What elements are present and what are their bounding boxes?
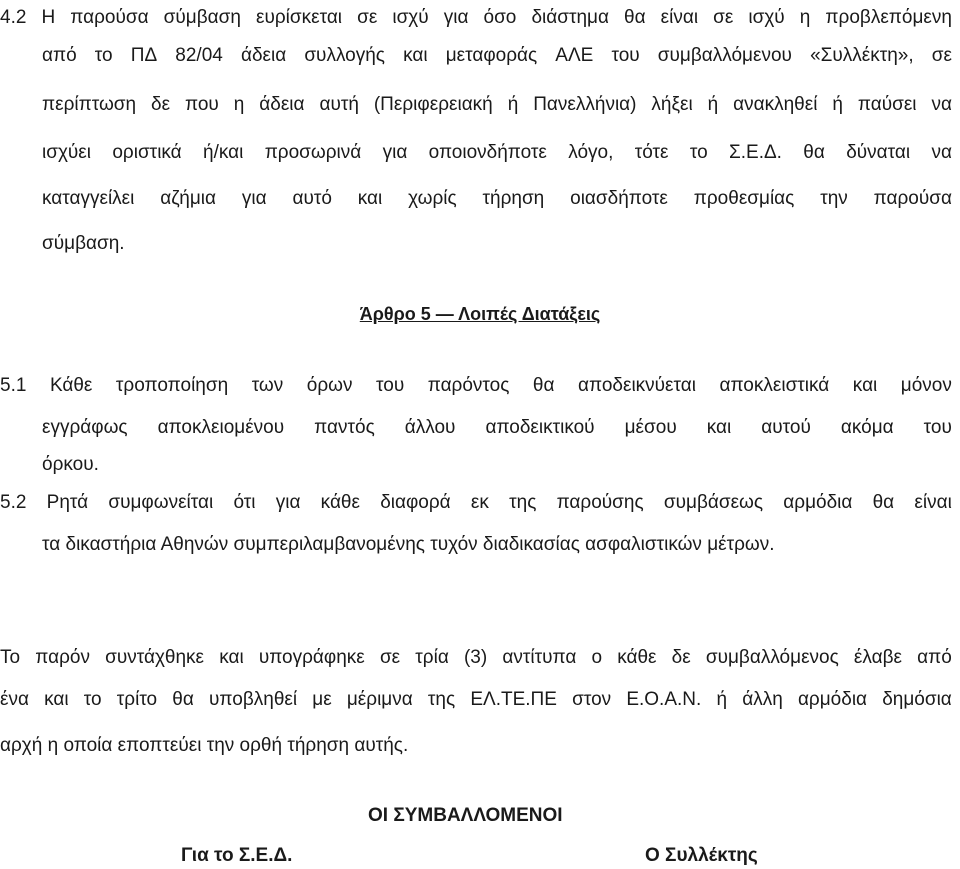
article-5-heading: Άρθρο 5 — Λοιπές Διατάξεις [359,304,601,324]
word: η [799,7,811,28]
word: Πανελλήνια) [533,94,637,115]
word: συμφωνείται [108,492,214,513]
word: θα [172,689,194,710]
clause-5-1-line-2 [42,418,952,437]
word: συντάχθηκε [105,647,205,668]
word: τρία [415,647,449,668]
word: και [219,647,244,668]
word: «Συλλέκτη», [810,45,914,66]
word: διάστημα [531,7,609,28]
word: του [376,375,405,396]
word: σε [357,7,378,28]
word: και [44,689,69,710]
word: ή [507,94,519,115]
word: προβλεπόμενη [825,7,952,28]
word: αρμόδια [797,689,868,710]
clause-4-2-line-4 [42,143,952,162]
word: να [931,94,952,115]
word: για [382,142,408,163]
word: θα [532,375,555,396]
word: θα [872,492,895,513]
word: μέσου [624,417,677,438]
clause-5-2-line-2: τα δικαστήρια Αθηνών συμπεριλαμβανομένης τυχόν διαδικασίας ασφαλιστικών μέτρων. [42,534,775,555]
word: ΑΛΕ [555,45,594,66]
word: από [917,647,952,668]
word: παρούσα [70,7,149,28]
word: αποκλειομένου [157,417,285,438]
word: τροποποίηση [115,375,229,396]
word: ένα [0,689,29,710]
word: εγγράφως [42,417,128,438]
word: της [509,492,537,513]
word: άδεια [240,45,287,66]
word: Το [0,647,21,668]
word: παρόντος [427,375,510,396]
word: και [357,188,383,209]
word: 4.2 [0,7,27,28]
word: παρούσα [873,188,952,209]
word: δημόσια [882,689,952,710]
word: το [94,45,113,66]
word: μεταφοράς [445,45,538,66]
word: και [403,45,428,66]
word: συμβαλλόμενου [657,45,792,66]
word: αποδεικνύεται [578,375,696,396]
word: από [42,45,77,66]
word: να [931,142,952,163]
word: υποβληθεί [209,689,298,710]
word: μέριμνα [346,689,413,710]
word: κάθε [320,492,360,513]
word: το [689,142,708,163]
word: σε [379,647,401,668]
word: για [241,188,267,209]
word: οιασδήποτε [570,188,668,209]
word: τότε [634,142,669,163]
word: παρούσης [556,492,644,513]
word: Κάθε [49,375,93,396]
word: διαφορά [380,492,451,513]
word: που [185,94,219,115]
word: των [251,375,284,396]
word: του [611,45,640,66]
word: ή [832,94,843,115]
clause-4-2-line-5 [42,189,952,208]
word: 5.2 [0,492,27,513]
word: μόνον [900,375,952,396]
word: είναι [914,492,952,513]
word: 5.1 [0,375,27,396]
word: άλλη [742,689,783,710]
word: ή/και [203,142,244,163]
word: αυτό [292,188,332,209]
word: προσωρινά [264,142,362,163]
word: περίπτωση [42,94,137,115]
word: σύμβαση [163,7,241,28]
clause-5-1-line-1 [0,376,952,395]
closing-line-1 [0,648,952,667]
word: Η [41,7,56,28]
closing-line-3: αρχή η οποία εποπτεύει την ορθή τήρηση αυτής. [0,735,409,756]
word: συμβαλλόμενος [705,647,839,668]
word: του [923,417,952,438]
word: εκ [470,492,489,513]
word: κάθε [617,647,657,668]
word: είναι [660,7,699,28]
word: στον [572,689,612,710]
clause-4-2-line-3 [42,95,952,114]
word: καταγγείλει [42,188,135,209]
word: δε [671,647,691,668]
word: δύναται [846,142,911,163]
word: ακόμα [840,417,894,438]
word: Ε.Ο.Α.Ν. [626,689,702,710]
word: προθεσμίας [693,188,795,209]
word: (Περιφερειακή [373,94,493,115]
word: ή [707,94,719,115]
word: ισχύει [42,142,92,163]
word: αποδεικτικού [485,417,595,438]
word: θα [803,142,825,163]
word: για [443,7,469,28]
word: λόγο, [568,142,614,163]
word: όσο [483,7,517,28]
word: 82/04 [175,45,223,66]
word: ισχύ [392,7,429,28]
clause-4-2-line-6: σύμβαση. [42,233,125,254]
word: παρόν [35,647,90,668]
word: οριστικά [112,142,182,163]
word: αυτού [761,417,811,438]
word: θα [624,7,646,28]
word: τήρηση [482,188,545,209]
word: ο [591,647,603,668]
word: παντός [314,417,375,438]
word: οποιονδήποτε [428,142,547,163]
word: υπογράφηκε [258,647,365,668]
word: για [275,492,301,513]
signature-right-label: Ο Συλλέκτης [645,845,758,866]
word: άλλου [404,417,456,438]
word: αποκλειστικά [719,375,830,396]
word: της [427,689,456,710]
word: η [233,94,245,115]
word: Σ.Ε.Δ. [729,142,782,163]
word: συμβάσεως [663,492,764,513]
signature-left-label: Για το Σ.Ε.Δ. [181,845,293,866]
clause-5-1-line-3: όρκου. [42,454,99,475]
word: συλλογής [304,45,385,66]
closing-line-2 [0,690,952,709]
clause-5-2-line-1 [0,493,952,512]
word: ότι [233,492,256,513]
word: Ρητά [46,492,89,513]
word: αρμόδια [783,492,853,513]
word: ευρίσκεται [256,7,343,28]
word: λήξει [651,94,693,115]
word: και [706,417,732,438]
word: με [312,689,332,710]
word: ανακληθεί [733,94,818,115]
word: και [852,375,878,396]
word: αντίτυπα [502,647,577,668]
word: παύσει [857,94,917,115]
word: χωρίς [408,188,457,209]
clause-4-2-line-1 [0,8,952,27]
signatures-title: ΟΙ ΣΥΜΒΑΛΛΟΜΕΝΟΙ [368,805,563,826]
word: ή [716,689,728,710]
word: τρίτο [116,689,158,710]
word: δε [151,94,171,115]
word: ΠΔ [130,45,158,66]
word: (3) [463,647,488,668]
word: ισχύ [748,7,785,28]
word: σε [713,7,734,28]
word: την [820,188,848,209]
word: ΕΛ.ΤΕ.ΠΕ [470,689,557,710]
word: σε [931,45,952,66]
word: αζήμια [160,188,216,209]
word: άδεια [259,94,305,115]
word: αυτή [319,94,359,115]
word: όρων [306,375,353,396]
word: έλαβε [853,647,902,668]
word: το [83,689,102,710]
clause-4-2-line-2 [42,46,952,65]
